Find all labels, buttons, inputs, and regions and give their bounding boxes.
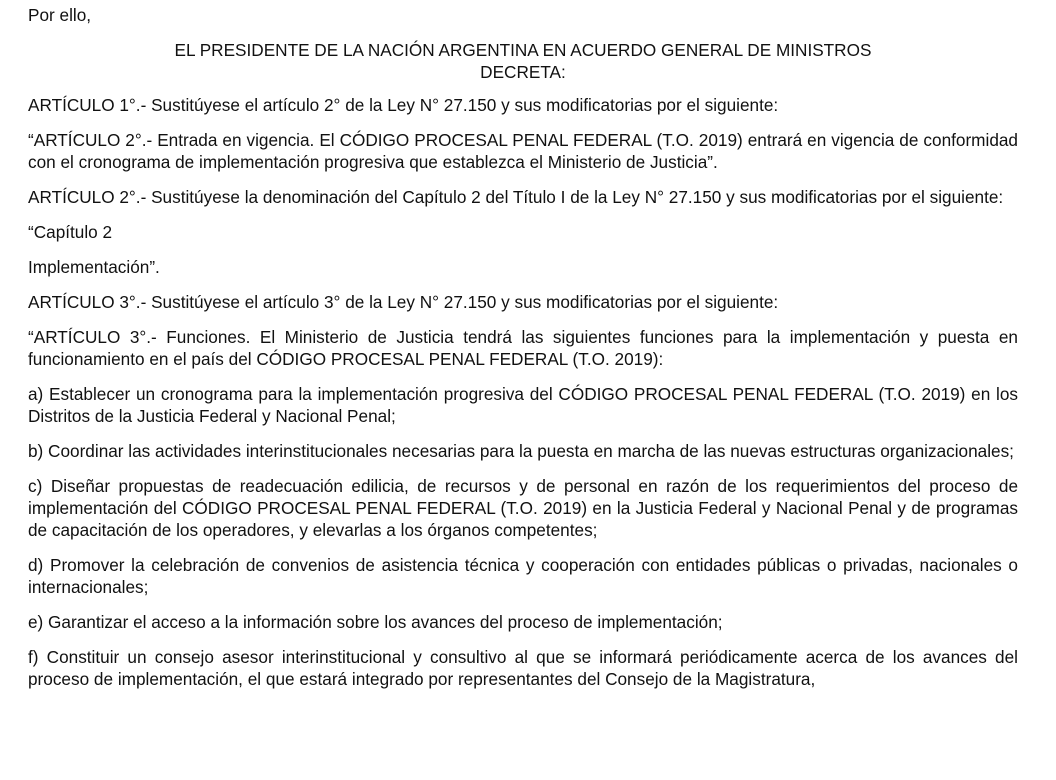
chapter-name: Implementación”. <box>28 257 160 277</box>
article-2: ARTÍCULO 2°.- Sustitúyese la denominación del Capítulo 2 del Título I de la Ley N° 27.150 y sus modificatorias por el siguiente: <box>28 187 1004 207</box>
item-c: c) Diseñar propuestas de readecuación edilicia, de recursos y de personal en razón de los requerimientos del proceso de implementación del CÓDIGO PROCESAL PENAL FEDERAL (T.O. 2019) en la Justicia Federal y Nacional Penal y de programas de capacitación de los operadores, y elevarlas a los órganos competentes; <box>28 476 1018 540</box>
chapter-title: “Capítulo 2 <box>28 222 113 242</box>
intro-text: Por ello, <box>28 5 92 25</box>
item-e: e) Garantizar el acceso a la información sobre los avances del proceso de implementación; <box>28 612 723 632</box>
item-b: b) Coordinar las actividades interinstitucionales necesarias para la puesta en marcha de las nuevas estructuras organizacionales; <box>28 441 1014 461</box>
article-2-quoted: “ARTÍCULO 2°.- Entrada en vigencia. El CÓDIGO PROCESAL PENAL FEDERAL (T.O. 2019) entrará en vigencia de conformidad con el cronograma de implementación progresiva que establezca el Ministerio de Justicia”. <box>28 130 1018 172</box>
decree-heading <box>28 39 1018 83</box>
item-d: d) Promover la celebración de convenios de asistencia técnica y cooperación con entidades públicas o privadas, nacionales o internacionales; <box>28 555 1018 597</box>
document-page <box>28 4 1018 703</box>
item-f: f) Constituir un consejo asesor interinstitucional y consultivo al que se informará periódicamente acerca de los avances del proceso de implementación, el que estará integrado por representantes del Consejo de la Magistratura, <box>28 647 1018 689</box>
item-a: a) Establecer un cronograma para la implementación progresiva del CÓDIGO PROCESAL PENAL FEDERAL (T.O. 2019) en los Distritos de la Justicia Federal y Nacional Penal; <box>28 384 1018 426</box>
heading-line-1: EL PRESIDENTE DE LA NACIÓN ARGENTINA EN ACUERDO GENERAL DE MINISTROS <box>174 40 872 60</box>
article-3: ARTÍCULO 3°.- Sustitúyese el artículo 3° de la Ley N° 27.150 y sus modificatorias por el siguiente: <box>28 292 779 312</box>
article-1: ARTÍCULO 1°.- Sustitúyese el artículo 2° de la Ley N° 27.150 y sus modificatorias por el siguiente: <box>28 95 779 115</box>
heading-line-2: DECRETA: <box>480 62 566 82</box>
article-3-quoted: “ARTÍCULO 3°.- Funciones. El Ministerio de Justicia tendrá las siguientes funciones para la implementación y puesta en funcionamiento en el país del CÓDIGO PROCESAL PENAL FEDERAL (T.O. 2019): <box>28 327 1018 369</box>
